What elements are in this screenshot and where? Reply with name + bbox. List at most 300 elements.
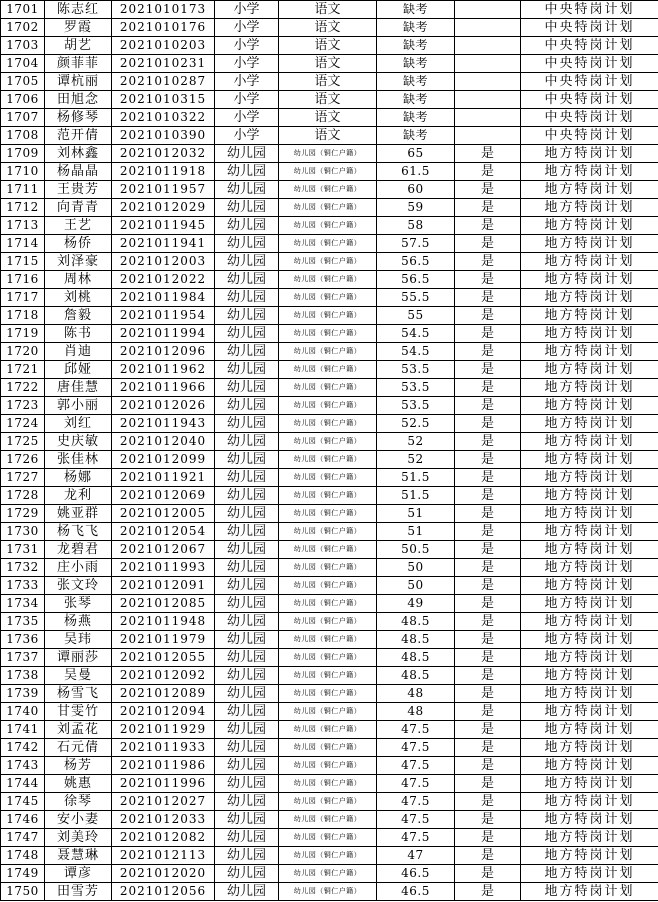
row-number-cell: 1744 bbox=[1, 775, 45, 793]
school-level-cell: 幼儿园 bbox=[215, 667, 279, 685]
score-cell: 51 bbox=[377, 505, 455, 523]
subject-cell: 幼儿园（铜仁户籍） bbox=[279, 415, 377, 433]
score-cell: 51.5 bbox=[377, 487, 455, 505]
subject-cell: 幼儿园（铜仁户籍） bbox=[279, 775, 377, 793]
plan-cell: 地方特岗计划 bbox=[521, 739, 658, 757]
row-number-cell: 1706 bbox=[1, 91, 45, 109]
plan-cell: 地方特岗计划 bbox=[521, 289, 658, 307]
table-row bbox=[1, 487, 658, 505]
school-level-cell: 幼儿园 bbox=[215, 163, 279, 181]
school-level-cell: 幼儿园 bbox=[215, 631, 279, 649]
qualified-flag-cell: 是 bbox=[455, 217, 521, 235]
subject-cell: 幼儿园（铜仁户籍） bbox=[279, 469, 377, 487]
score-cell: 51 bbox=[377, 523, 455, 541]
qualified-flag-cell: 是 bbox=[455, 307, 521, 325]
subject-cell: 幼儿园（铜仁户籍） bbox=[279, 235, 377, 253]
qualified-flag-cell: 是 bbox=[455, 811, 521, 829]
name-cell: 龙碧君 bbox=[45, 541, 112, 559]
name-cell: 肖迪 bbox=[45, 343, 112, 361]
row-number-cell: 1750 bbox=[1, 883, 45, 901]
school-level-cell: 幼儿园 bbox=[215, 325, 279, 343]
exam-id-cell: 2021010231 bbox=[112, 55, 215, 73]
table-row bbox=[1, 397, 658, 415]
exam-id-cell: 2021011933 bbox=[112, 739, 215, 757]
exam-id-cell: 2021012067 bbox=[112, 541, 215, 559]
qualified-flag-cell: 是 bbox=[455, 181, 521, 199]
table-row bbox=[1, 109, 658, 127]
qualified-flag-cell: 是 bbox=[455, 361, 521, 379]
school-level-cell: 幼儿园 bbox=[215, 343, 279, 361]
row-number-cell: 1747 bbox=[1, 829, 45, 847]
exam-id-cell: 2021012089 bbox=[112, 685, 215, 703]
plan-cell: 地方特岗计划 bbox=[521, 271, 658, 289]
name-cell: 杨娜 bbox=[45, 469, 112, 487]
row-number-cell: 1729 bbox=[1, 505, 45, 523]
row-number-cell: 1735 bbox=[1, 613, 45, 631]
school-level-cell: 小学 bbox=[215, 1, 279, 19]
exam-id-cell: 2021012055 bbox=[112, 649, 215, 667]
qualified-flag-cell: 是 bbox=[455, 613, 521, 631]
plan-cell: 地方特岗计划 bbox=[521, 145, 658, 163]
plan-cell: 中央特岗计划 bbox=[521, 19, 658, 37]
row-number-cell: 1741 bbox=[1, 721, 45, 739]
plan-cell: 地方特岗计划 bbox=[521, 595, 658, 613]
name-cell: 张文玲 bbox=[45, 577, 112, 595]
row-number-cell: 1728 bbox=[1, 487, 45, 505]
row-number-cell: 1718 bbox=[1, 307, 45, 325]
score-cell: 56.5 bbox=[377, 253, 455, 271]
name-cell: 刘孟花 bbox=[45, 721, 112, 739]
table-row bbox=[1, 793, 658, 811]
table-row bbox=[1, 91, 658, 109]
exam-id-cell: 2021011954 bbox=[112, 307, 215, 325]
table-row bbox=[1, 559, 658, 577]
exam-id-cell: 2021011929 bbox=[112, 721, 215, 739]
table-row bbox=[1, 667, 658, 685]
score-cell: 47.5 bbox=[377, 793, 455, 811]
row-number-cell: 1734 bbox=[1, 595, 45, 613]
qualified-flag-cell bbox=[455, 19, 521, 37]
row-number-cell: 1731 bbox=[1, 541, 45, 559]
plan-cell: 地方特岗计划 bbox=[521, 757, 658, 775]
table-row bbox=[1, 703, 658, 721]
score-cell: 61.5 bbox=[377, 163, 455, 181]
table-row bbox=[1, 721, 658, 739]
row-number-cell: 1733 bbox=[1, 577, 45, 595]
name-cell: 范开倩 bbox=[45, 127, 112, 145]
score-cell: 缺考 bbox=[377, 37, 455, 55]
school-level-cell: 幼儿园 bbox=[215, 703, 279, 721]
plan-cell: 地方特岗计划 bbox=[521, 361, 658, 379]
qualified-flag-cell: 是 bbox=[455, 379, 521, 397]
exam-id-cell: 2021010390 bbox=[112, 127, 215, 145]
school-level-cell: 幼儿园 bbox=[215, 181, 279, 199]
qualified-flag-cell: 是 bbox=[455, 847, 521, 865]
plan-cell: 地方特岗计划 bbox=[521, 523, 658, 541]
row-number-cell: 1702 bbox=[1, 19, 45, 37]
school-level-cell: 幼儿园 bbox=[215, 433, 279, 451]
subject-cell: 语文 bbox=[279, 73, 377, 91]
name-cell: 徐琴 bbox=[45, 793, 112, 811]
qualified-flag-cell: 是 bbox=[455, 415, 521, 433]
score-cell: 57.5 bbox=[377, 235, 455, 253]
score-cell: 58 bbox=[377, 217, 455, 235]
subject-cell: 幼儿园（铜仁户籍） bbox=[279, 217, 377, 235]
name-cell: 刘林鑫 bbox=[45, 145, 112, 163]
table-row bbox=[1, 775, 658, 793]
school-level-cell: 幼儿园 bbox=[215, 793, 279, 811]
table-row bbox=[1, 307, 658, 325]
score-cell: 52 bbox=[377, 451, 455, 469]
subject-cell: 幼儿园（铜仁户籍） bbox=[279, 649, 377, 667]
name-cell: 安小妻 bbox=[45, 811, 112, 829]
plan-cell: 地方特岗计划 bbox=[521, 811, 658, 829]
subject-cell: 幼儿园（铜仁户籍） bbox=[279, 739, 377, 757]
exam-id-cell: 2021011979 bbox=[112, 631, 215, 649]
table-row bbox=[1, 253, 658, 271]
exam-id-cell: 2021011993 bbox=[112, 559, 215, 577]
subject-cell: 语文 bbox=[279, 1, 377, 19]
score-cell: 47.5 bbox=[377, 829, 455, 847]
qualified-flag-cell: 是 bbox=[455, 469, 521, 487]
school-level-cell: 幼儿园 bbox=[215, 217, 279, 235]
row-number-cell: 1717 bbox=[1, 289, 45, 307]
exam-id-cell: 2021012026 bbox=[112, 397, 215, 415]
row-number-cell: 1738 bbox=[1, 667, 45, 685]
plan-cell: 地方特岗计划 bbox=[521, 433, 658, 451]
name-cell: 向青青 bbox=[45, 199, 112, 217]
subject-cell: 幼儿园（铜仁户籍） bbox=[279, 613, 377, 631]
score-cell: 48 bbox=[377, 703, 455, 721]
table-row bbox=[1, 631, 658, 649]
qualified-flag-cell bbox=[455, 91, 521, 109]
qualified-flag-cell bbox=[455, 73, 521, 91]
row-number-cell: 1704 bbox=[1, 55, 45, 73]
subject-cell: 语文 bbox=[279, 37, 377, 55]
qualified-flag-cell: 是 bbox=[455, 523, 521, 541]
exam-id-cell: 2021012113 bbox=[112, 847, 215, 865]
score-cell: 51.5 bbox=[377, 469, 455, 487]
exam-id-cell: 2021011984 bbox=[112, 289, 215, 307]
name-cell: 杨侨 bbox=[45, 235, 112, 253]
score-cell: 47.5 bbox=[377, 721, 455, 739]
score-cell: 49 bbox=[377, 595, 455, 613]
exam-id-cell: 2021012096 bbox=[112, 343, 215, 361]
row-number-cell: 1748 bbox=[1, 847, 45, 865]
qualified-flag-cell: 是 bbox=[455, 829, 521, 847]
school-level-cell: 幼儿园 bbox=[215, 883, 279, 901]
exam-id-cell: 2021012027 bbox=[112, 793, 215, 811]
plan-cell: 地方特岗计划 bbox=[521, 163, 658, 181]
plan-cell: 地方特岗计划 bbox=[521, 343, 658, 361]
school-level-cell: 小学 bbox=[215, 19, 279, 37]
qualified-flag-cell: 是 bbox=[455, 685, 521, 703]
exam-id-cell: 2021012040 bbox=[112, 433, 215, 451]
school-level-cell: 幼儿园 bbox=[215, 757, 279, 775]
table-row bbox=[1, 811, 658, 829]
table-row bbox=[1, 181, 658, 199]
school-level-cell: 幼儿园 bbox=[215, 199, 279, 217]
exam-id-cell: 2021011943 bbox=[112, 415, 215, 433]
qualified-flag-cell: 是 bbox=[455, 559, 521, 577]
row-number-cell: 1713 bbox=[1, 217, 45, 235]
plan-cell: 地方特岗计划 bbox=[521, 487, 658, 505]
score-cell: 50.5 bbox=[377, 541, 455, 559]
plan-cell: 地方特岗计划 bbox=[521, 451, 658, 469]
name-cell: 史庆敏 bbox=[45, 433, 112, 451]
score-cell: 缺考 bbox=[377, 109, 455, 127]
subject-cell: 语文 bbox=[279, 19, 377, 37]
exam-id-cell: 2021012099 bbox=[112, 451, 215, 469]
table-row bbox=[1, 127, 658, 145]
plan-cell: 地方特岗计划 bbox=[521, 685, 658, 703]
qualified-flag-cell: 是 bbox=[455, 595, 521, 613]
qualified-flag-cell: 是 bbox=[455, 541, 521, 559]
row-number-cell: 1736 bbox=[1, 631, 45, 649]
name-cell: 吴曼 bbox=[45, 667, 112, 685]
subject-cell: 幼儿园（铜仁户籍） bbox=[279, 181, 377, 199]
name-cell: 谭杭丽 bbox=[45, 73, 112, 91]
exam-id-cell: 2021012033 bbox=[112, 811, 215, 829]
plan-cell: 地方特岗计划 bbox=[521, 397, 658, 415]
exam-id-cell: 2021011921 bbox=[112, 469, 215, 487]
qualified-flag-cell bbox=[455, 55, 521, 73]
score-cell: 缺考 bbox=[377, 73, 455, 91]
row-number-cell: 1743 bbox=[1, 757, 45, 775]
exam-id-cell: 2021011918 bbox=[112, 163, 215, 181]
row-number-cell: 1737 bbox=[1, 649, 45, 667]
table-row bbox=[1, 685, 658, 703]
table-row bbox=[1, 415, 658, 433]
name-cell: 刘美玲 bbox=[45, 829, 112, 847]
school-level-cell: 小学 bbox=[215, 55, 279, 73]
name-cell: 杨晶晶 bbox=[45, 163, 112, 181]
plan-cell: 地方特岗计划 bbox=[521, 721, 658, 739]
qualified-flag-cell: 是 bbox=[455, 271, 521, 289]
row-number-cell: 1746 bbox=[1, 811, 45, 829]
table-row bbox=[1, 541, 658, 559]
exam-id-cell: 2021011945 bbox=[112, 217, 215, 235]
plan-cell: 地方特岗计划 bbox=[521, 865, 658, 883]
subject-cell: 幼儿园（铜仁户籍） bbox=[279, 667, 377, 685]
name-cell: 田旭念 bbox=[45, 91, 112, 109]
subject-cell: 幼儿园（铜仁户籍） bbox=[279, 433, 377, 451]
subject-cell: 语文 bbox=[279, 55, 377, 73]
plan-cell: 地方特岗计划 bbox=[521, 505, 658, 523]
school-level-cell: 幼儿园 bbox=[215, 271, 279, 289]
table-row bbox=[1, 649, 658, 667]
score-cell: 59 bbox=[377, 199, 455, 217]
plan-cell: 地方特岗计划 bbox=[521, 307, 658, 325]
qualified-flag-cell: 是 bbox=[455, 631, 521, 649]
table-row bbox=[1, 595, 658, 613]
table-row bbox=[1, 145, 658, 163]
school-level-cell: 幼儿园 bbox=[215, 397, 279, 415]
exam-id-cell: 2021012082 bbox=[112, 829, 215, 847]
score-cell: 缺考 bbox=[377, 127, 455, 145]
score-cell: 56.5 bbox=[377, 271, 455, 289]
school-level-cell: 幼儿园 bbox=[215, 649, 279, 667]
name-cell: 谭丽莎 bbox=[45, 649, 112, 667]
plan-cell: 中央特岗计划 bbox=[521, 37, 658, 55]
plan-cell: 地方特岗计划 bbox=[521, 325, 658, 343]
qualified-flag-cell: 是 bbox=[455, 199, 521, 217]
qualified-flag-cell: 是 bbox=[455, 487, 521, 505]
subject-cell: 幼儿园（铜仁户籍） bbox=[279, 271, 377, 289]
plan-cell: 中央特岗计划 bbox=[521, 91, 658, 109]
name-cell: 杨修琴 bbox=[45, 109, 112, 127]
exam-id-cell: 2021011941 bbox=[112, 235, 215, 253]
row-number-cell: 1721 bbox=[1, 361, 45, 379]
school-level-cell: 小学 bbox=[215, 91, 279, 109]
subject-cell: 幼儿园（铜仁户籍） bbox=[279, 523, 377, 541]
score-cell: 50 bbox=[377, 559, 455, 577]
subject-cell: 幼儿园（铜仁户籍） bbox=[279, 811, 377, 829]
exam-id-cell: 2021012056 bbox=[112, 883, 215, 901]
exam-id-cell: 2021011996 bbox=[112, 775, 215, 793]
row-number-cell: 1701 bbox=[1, 1, 45, 19]
school-level-cell: 幼儿园 bbox=[215, 361, 279, 379]
exam-id-cell: 2021010322 bbox=[112, 109, 215, 127]
qualified-flag-cell: 是 bbox=[455, 289, 521, 307]
plan-cell: 中央特岗计划 bbox=[521, 1, 658, 19]
row-number-cell: 1715 bbox=[1, 253, 45, 271]
table-row bbox=[1, 163, 658, 181]
plan-cell: 地方特岗计划 bbox=[521, 199, 658, 217]
school-level-cell: 幼儿园 bbox=[215, 811, 279, 829]
school-level-cell: 幼儿园 bbox=[215, 523, 279, 541]
plan-cell: 地方特岗计划 bbox=[521, 775, 658, 793]
exam-id-cell: 2021011962 bbox=[112, 361, 215, 379]
table-row bbox=[1, 55, 658, 73]
qualified-flag-cell: 是 bbox=[455, 325, 521, 343]
row-number-cell: 1726 bbox=[1, 451, 45, 469]
subject-cell: 幼儿园（铜仁户籍） bbox=[279, 577, 377, 595]
plan-cell: 地方特岗计划 bbox=[521, 235, 658, 253]
exam-id-cell: 2021011966 bbox=[112, 379, 215, 397]
table-row bbox=[1, 19, 658, 37]
plan-cell: 地方特岗计划 bbox=[521, 469, 658, 487]
score-cell: 48.5 bbox=[377, 631, 455, 649]
name-cell: 邱娅 bbox=[45, 361, 112, 379]
exam-id-cell: 2021011948 bbox=[112, 613, 215, 631]
score-cell: 缺考 bbox=[377, 55, 455, 73]
name-cell: 周林 bbox=[45, 271, 112, 289]
subject-cell: 幼儿园（铜仁户籍） bbox=[279, 559, 377, 577]
school-level-cell: 幼儿园 bbox=[215, 235, 279, 253]
row-number-cell: 1724 bbox=[1, 415, 45, 433]
qualified-flag-cell: 是 bbox=[455, 883, 521, 901]
exam-id-cell: 2021012054 bbox=[112, 523, 215, 541]
score-cell: 48.5 bbox=[377, 613, 455, 631]
qualified-flag-cell: 是 bbox=[455, 667, 521, 685]
plan-cell: 地方特岗计划 bbox=[521, 415, 658, 433]
exam-id-cell: 2021011986 bbox=[112, 757, 215, 775]
exam-id-cell: 2021010203 bbox=[112, 37, 215, 55]
subject-cell: 幼儿园（铜仁户籍） bbox=[279, 343, 377, 361]
school-level-cell: 幼儿园 bbox=[215, 487, 279, 505]
subject-cell: 幼儿园（铜仁户籍） bbox=[279, 757, 377, 775]
subject-cell: 幼儿园（铜仁户籍） bbox=[279, 451, 377, 469]
subject-cell: 幼儿园（铜仁户籍） bbox=[279, 361, 377, 379]
school-level-cell: 幼儿园 bbox=[215, 775, 279, 793]
school-level-cell: 幼儿园 bbox=[215, 253, 279, 271]
name-cell: 刘红 bbox=[45, 415, 112, 433]
score-cell: 53.5 bbox=[377, 379, 455, 397]
school-level-cell: 幼儿园 bbox=[215, 505, 279, 523]
row-number-cell: 1710 bbox=[1, 163, 45, 181]
subject-cell: 幼儿园（铜仁户籍） bbox=[279, 253, 377, 271]
subject-cell: 幼儿园（铜仁户籍） bbox=[279, 685, 377, 703]
table-row bbox=[1, 613, 658, 631]
row-number-cell: 1716 bbox=[1, 271, 45, 289]
table-body bbox=[1, 1, 658, 901]
subject-cell: 幼儿园（铜仁户籍） bbox=[279, 847, 377, 865]
subject-cell: 幼儿园（铜仁户籍） bbox=[279, 289, 377, 307]
subject-cell: 幼儿园（铜仁户籍） bbox=[279, 721, 377, 739]
plan-cell: 地方特岗计划 bbox=[521, 577, 658, 595]
name-cell: 庄小雨 bbox=[45, 559, 112, 577]
subject-cell: 幼儿园（铜仁户籍） bbox=[279, 883, 377, 901]
exam-id-cell: 2021012091 bbox=[112, 577, 215, 595]
table-row bbox=[1, 739, 658, 757]
subject-cell: 幼儿园（铜仁户籍） bbox=[279, 703, 377, 721]
plan-cell: 地方特岗计划 bbox=[521, 883, 658, 901]
name-cell: 张琴 bbox=[45, 595, 112, 613]
qualified-flag-cell bbox=[455, 37, 521, 55]
school-level-cell: 小学 bbox=[215, 127, 279, 145]
table-row bbox=[1, 505, 658, 523]
subject-cell: 幼儿园（铜仁户籍） bbox=[279, 487, 377, 505]
school-level-cell: 幼儿园 bbox=[215, 559, 279, 577]
row-number-cell: 1711 bbox=[1, 181, 45, 199]
qualified-flag-cell: 是 bbox=[455, 739, 521, 757]
qualified-flag-cell: 是 bbox=[455, 865, 521, 883]
score-cell: 47.5 bbox=[377, 775, 455, 793]
row-number-cell: 1749 bbox=[1, 865, 45, 883]
qualified-flag-cell: 是 bbox=[455, 721, 521, 739]
exam-id-cell: 2021011994 bbox=[112, 325, 215, 343]
school-level-cell: 幼儿园 bbox=[215, 613, 279, 631]
plan-cell: 地方特岗计划 bbox=[521, 793, 658, 811]
row-number-cell: 1719 bbox=[1, 325, 45, 343]
subject-cell: 幼儿园（铜仁户籍） bbox=[279, 595, 377, 613]
table-row bbox=[1, 343, 658, 361]
school-level-cell: 小学 bbox=[215, 73, 279, 91]
row-number-cell: 1708 bbox=[1, 127, 45, 145]
name-cell: 石元倩 bbox=[45, 739, 112, 757]
qualified-flag-cell: 是 bbox=[455, 793, 521, 811]
table-row bbox=[1, 1, 658, 19]
school-level-cell: 小学 bbox=[215, 37, 279, 55]
name-cell: 陈志红 bbox=[45, 1, 112, 19]
score-cell: 65 bbox=[377, 145, 455, 163]
score-cell: 54.5 bbox=[377, 343, 455, 361]
name-cell: 颜菲菲 bbox=[45, 55, 112, 73]
table-row bbox=[1, 523, 658, 541]
name-cell: 姚亚群 bbox=[45, 505, 112, 523]
qualified-flag-cell: 是 bbox=[455, 505, 521, 523]
score-cell: 46.5 bbox=[377, 865, 455, 883]
name-cell: 龙利 bbox=[45, 487, 112, 505]
subject-cell: 幼儿园（铜仁户籍） bbox=[279, 379, 377, 397]
score-cell: 60 bbox=[377, 181, 455, 199]
plan-cell: 地方特岗计划 bbox=[521, 667, 658, 685]
qualified-flag-cell bbox=[455, 109, 521, 127]
plan-cell: 地方特岗计划 bbox=[521, 559, 658, 577]
exam-id-cell: 2021012005 bbox=[112, 505, 215, 523]
exam-id-cell: 2021012022 bbox=[112, 271, 215, 289]
